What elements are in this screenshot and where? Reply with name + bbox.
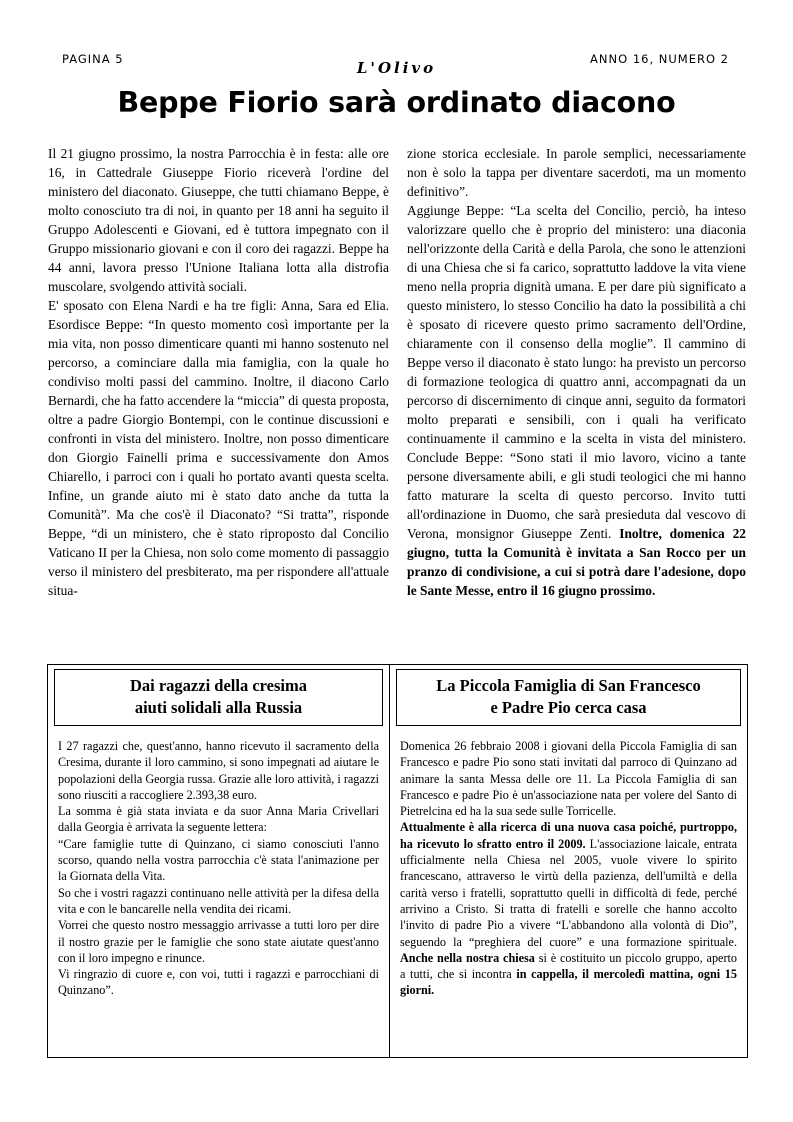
article-paragraph: [407, 201, 746, 600]
box-paragraph: Vorrei che questo nostro messaggio arrivasse a tutti loro per dire il nostro grazie per le famiglie che sono state aiutate quest'anno con il loro impegno e rinunce.: [58, 918, 379, 965]
box-paragraph: “Care famiglie tutte di Quinzano, ci siamo conosciuti l'anno scorso, quando nella vostra parrocchia c'è stata l'animazione per la Giornata della Vita.: [58, 836, 379, 884]
cresima-box-title: [54, 669, 383, 726]
issue-number: ANNO 16, NUMERO 2: [590, 52, 729, 66]
article-invitation: Inoltre, domenica 22 giugno, tutta la Comunità è invitata a San Rocco per un pranzo di condivisione, a cui si potrà dare l'adesione, dopo le Sante Messe, entro il 16 giugno prossimo.: [407, 526, 746, 598]
article-text: Aggiunge Beppe: “La scelta del Concilio, perciò, ha inteso valorizzare quello che è proprio del ministero: una diaconia nell'orizzonte della Carità e della Parola, che sono le attenzioni di una Chiesa che si fa carico, soprattutto laddove la vita viene meno nella propria dignità umana. E per dare più significato a questo ministero, lo stesso Concilio ha dato la possibilità a chi è sposato di ricevere questo primo sacramento dell'Ordine, chiaramente con il consenso della moglie”. Il cammino di Beppe verso il diaconato è stato lungo: ha previsto un percorso di formazione teologica di quattro anni, accompagnati da un percorso di discernimento di cinque anni, seguito da formatori molto preparati e sensibili, con i quali ha verificato continuamente il cammino e la scelta in vista del ministero. Conclude Beppe: “Sono stati il mio lavoro, vicino a tante persone diversamente abili, e gli studi teologici che mi hanno fatto maturare la scelta di questo percorso. Invito tutti all'ordinazione in Duomo, che sarà presieduta dal vescovo di Verona, monsignor Giuseppe Zenti.: [407, 203, 746, 541]
article-title: Beppe Fiorio sarà ordinato diacono: [117, 86, 676, 119]
article-column-right: [407, 144, 746, 600]
piccola-famiglia-box-title: [396, 669, 741, 726]
article-paragraph: Il 21 giugno prossimo, la nostra Parrocchia è in festa: alle ore 16, in Cattedrale Giuseppe Fiorio riceverà l'ordine del ministero del diaconato. Giuseppe, che tutti chiamano Beppe, è molto conosciuto tra di noi, in quanto per 18 anni ha seguito il Gruppo Adolescenti e Giovani, ed è tuttora impegnato con il Gruppo missionario giovani e con il coro dei ragazzi. Beppe ha 44 anni, lavora presso l'Unione Italiana lotta alla distrofia muscolare, svolgendo attività sociali.: [48, 146, 389, 294]
article-paragraph: zione storica ecclesiale. In parole semplici, necessariamente non è solo la tappa per diventare sacerdoti, ma un momento definitivo”.: [407, 146, 746, 199]
box-paragraph: Vi ringrazio di cuore e, con voi, tutti i ragazzi e parrocchiani di Quinzano”.: [58, 967, 379, 998]
box-bold-text: in cappella, il mercoledì mattina, ogni 15 giorni.: [400, 967, 737, 998]
box-title-line: Dai ragazzi della cresima: [129, 676, 308, 695]
box-bold-text: Anche nella nostra chiesa: [400, 950, 535, 965]
box-paragraph: I 27 ragazzi che, quest'anno, hanno ricevuto il sacramento della Cresima, durante il loro cammino, si sono impegnati ad aiutare le popolazioni della Georgia russa. Grazie alle loro attività, i ragazzi sono riusciti a raccogliere 2.393,38 euro.: [58, 739, 379, 802]
box-paragraph: Domenica 26 febbraio 2008 i giovani della Piccola Famiglia di san Francesco e padre Pio sono stati invitati dal parroco di Quinzano ad animare la santa Messa delle ore 11. La Piccola Famiglia di san Francesco e padre Pio è un'associazione nata per volere del Santo di Pietrelcina ed ha la sua sede sulle Torricelle.: [400, 739, 737, 819]
box-title-line: La Piccola Famiglia di San Francesco: [436, 676, 701, 695]
cresima-box-body: [58, 738, 379, 999]
piccola-famiglia-box: [390, 664, 748, 1058]
box-text: si è costituito un piccolo gruppo, aperto a tutti, che si incontra: [400, 950, 737, 982]
article-column-left: [48, 144, 389, 600]
page-number: PAGINA 5: [62, 52, 124, 66]
box-title-line: e Padre Pio cerca casa: [490, 698, 647, 717]
masthead: L'Olivo: [356, 59, 437, 77]
article-paragraph: E' sposato con Elena Nardi e ha tre figli: Anna, Sara ed Elia. Esordisce Beppe: “In questo momento così importante per la mia vita, non posso dimenticare quanti mi hanno sostenuto nel percorso, a cominciare dalla mia famiglia, con la quale ho condiviso molti passi del cammino. Inoltre, il diacono Carlo Bernardi, che ha fatto accendere la “miccia” di questa proposta, oltre a padre Giorgio Bontempi, con le continue discussioni e confronti in vista del ministero. Inoltre, non posso dimenticare don Giorgio Fainelli prima e successivamente don Amos Chiarello, i parroci con i quali ho portato avanti questa scelta. Infine, un grande aiuto mi è stato dato anche da tutta la Comunità”. Ma che cos'è il Diaconato? “Si tratta”, risponde Beppe, “di un ministero, che è stato riproposto dal Concilio Vaticano II per la Chiesa, non solo come momento di passaggio verso il ministero del presbiterato, ma per rispondere all'attuale situa-: [48, 298, 390, 598]
piccola-famiglia-box-body: [400, 738, 737, 999]
cresima-box: [47, 664, 390, 1058]
box-bold-text: Attualmente è alla ricerca di una nuova casa poiché, purtroppo, ha ricevuto lo sfratto entro il 2009.: [400, 820, 737, 851]
box-paragraph: La somma è già stata inviata e da suor Anna Maria Crivellari dalla Georgia è arrivata la seguente lettera:: [58, 804, 379, 835]
box-paragraph: So che i vostri ragazzi continuano nelle attività per la difesa della vita e con le bancarelle nella vendita dei ricami.: [58, 885, 379, 916]
box-text: L'associazione laicale, entrata ufficialmente nella Chiesa nel 2005, vuole vivere lo spirito francescano, attraverso le virtù della pazienza, dell'umiltà e della carità verso i fratelli, soprattutto quelli in difficoltà di fede, perché arrivino a Cristo. Si tratta di fratelli e sorelle che hanno accolto l'invito di padre Pio a vivere “L'abbandono alla volontà di Dio”, seguendo la “preghiera del cuore” e una formazione spirituale.: [400, 836, 737, 949]
box-title-line: aiuti solidali alla Russia: [134, 698, 303, 717]
box-paragraph: [400, 819, 737, 998]
